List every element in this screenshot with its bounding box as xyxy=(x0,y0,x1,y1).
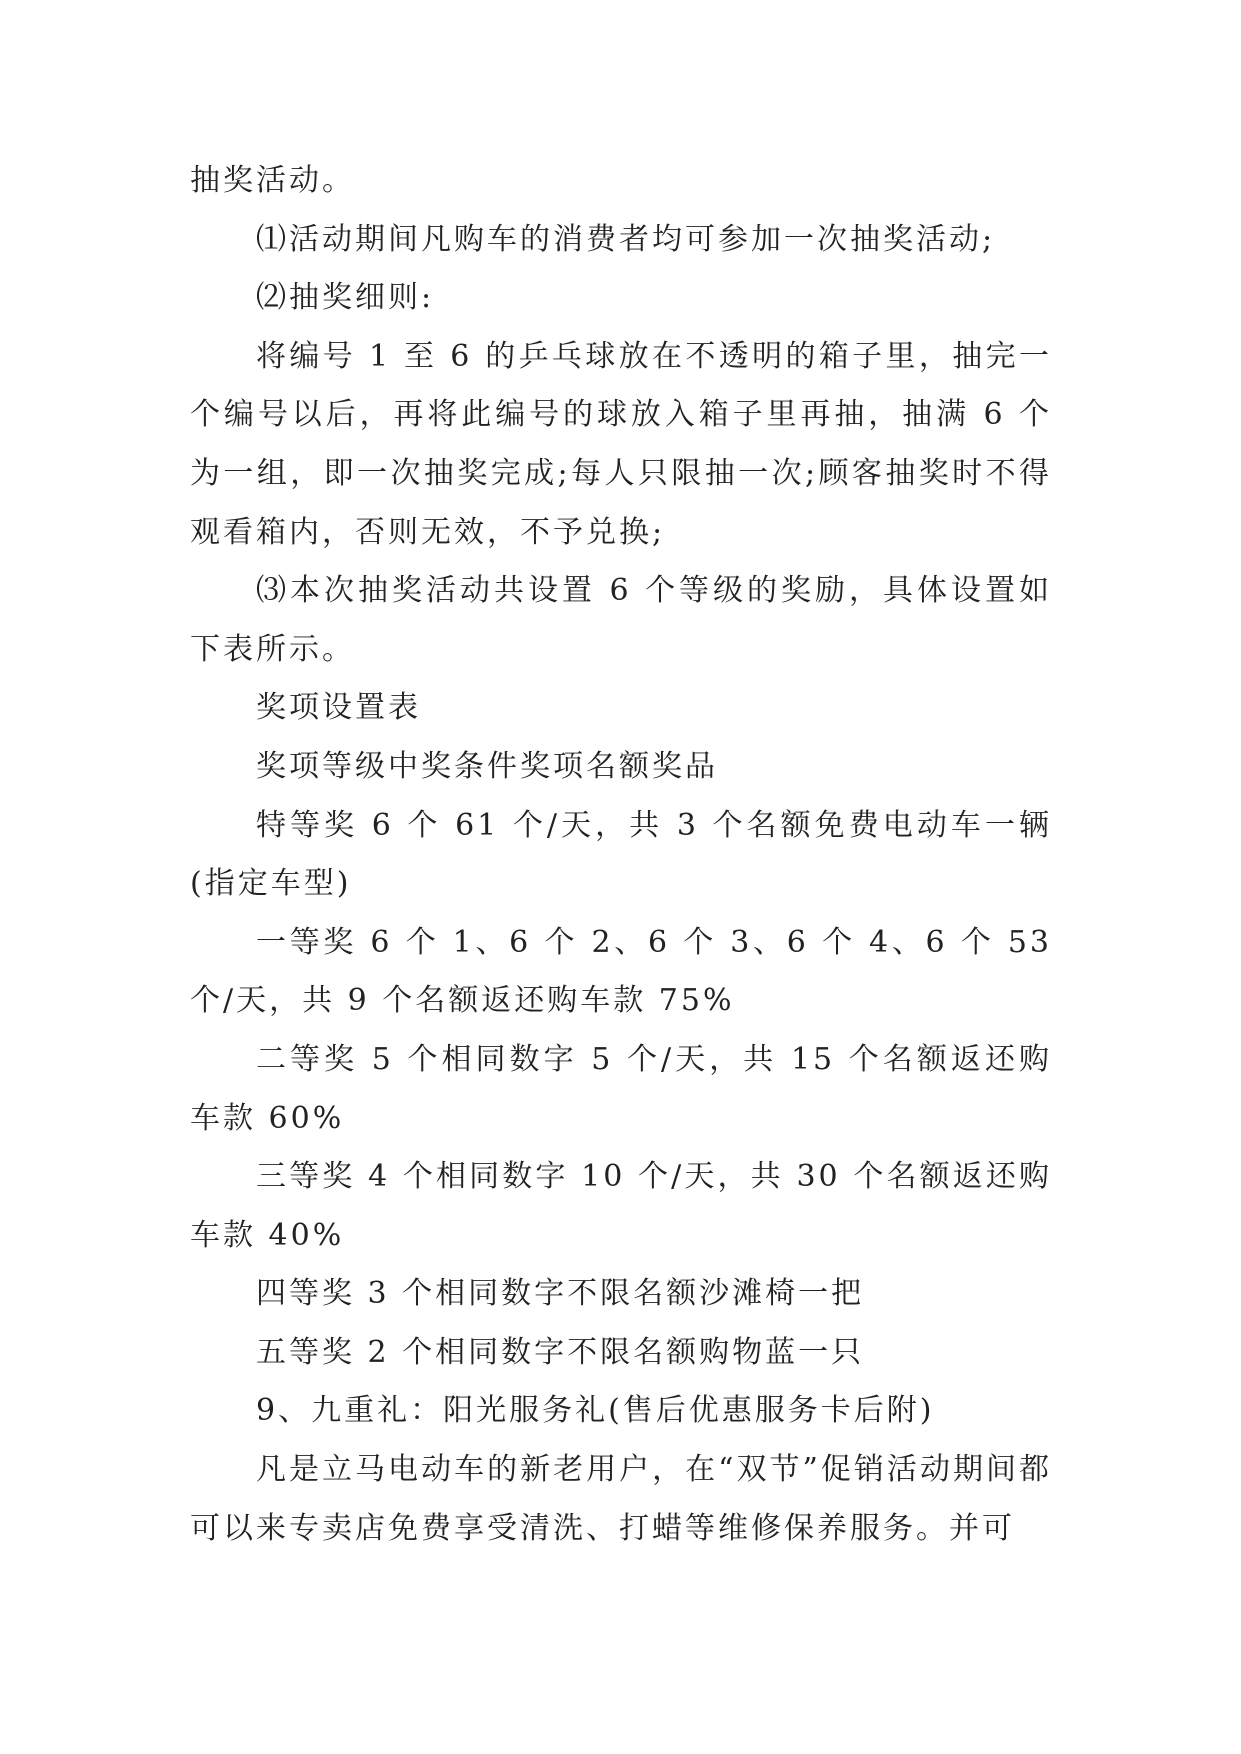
paragraph-grand-prize: 特等奖 6 个 61 个/天，共 3 个名额免费电动车一辆(指定车型) xyxy=(190,807,1052,902)
paragraph-fifth-prize: 五等奖 2 个相同数字不限名额购物蓝一只 xyxy=(256,1334,865,1370)
paragraph-prize-table-title: 奖项设置表 xyxy=(256,690,421,726)
document-body xyxy=(190,152,1052,1558)
paragraph-rule-1: ⑴活动期间凡购车的消费者均可参加一次抽奖活动; xyxy=(256,221,996,257)
paragraph-lottery-intro: 抽奖活动。 xyxy=(190,163,355,198)
paragraph-first-prize: 一等奖 6 个 1、6 个 2、6 个 3、6 个 4、6 个 53 个/天，共 9 个名额返还购车款 75% xyxy=(190,924,1052,1019)
paragraph-rule-2-heading: ⑵抽奖细则: xyxy=(256,280,435,316)
paragraph-second-prize: 二等奖 5 个相同数字 5 个/天，共 15 个名额返还购车款 60% xyxy=(190,1041,1052,1136)
paragraph-prize-table-header: 奖项等级中奖条件奖项名额奖品 xyxy=(256,748,718,784)
paragraph-draw-details: 将编号 1 至 6 的乒乓球放在不透明的箱子里，抽完一个编号以后，再将此编号的球放入箱子里再抽，抽满 6 个为一组，即一次抽奖完成;每人只限抽一次;顾客抽奖时不得观看箱内，否则无效，不予兑换; xyxy=(190,338,1052,550)
paragraph-service-offer: 凡是立马电动车的新老用户，在“双节”促销活动期间都可以来专卖店免费享受清洗、打蜡等维修保养服务。并可 xyxy=(190,1452,1052,1546)
paragraph-rule-3: ⑶本次抽奖活动共设置 6 个等级的奖励，具体设置如下表所示。 xyxy=(190,573,1052,667)
paragraph-fourth-prize: 四等奖 3 个相同数字不限名额沙滩椅一把 xyxy=(256,1276,865,1312)
paragraph-third-prize: 三等奖 4 个相同数字 10 个/天，共 30 个名额返还购车款 40% xyxy=(190,1159,1052,1253)
paragraph-ninth-gift: 9、九重礼：阳光服务礼(售后优惠服务卡后附) xyxy=(256,1393,935,1429)
